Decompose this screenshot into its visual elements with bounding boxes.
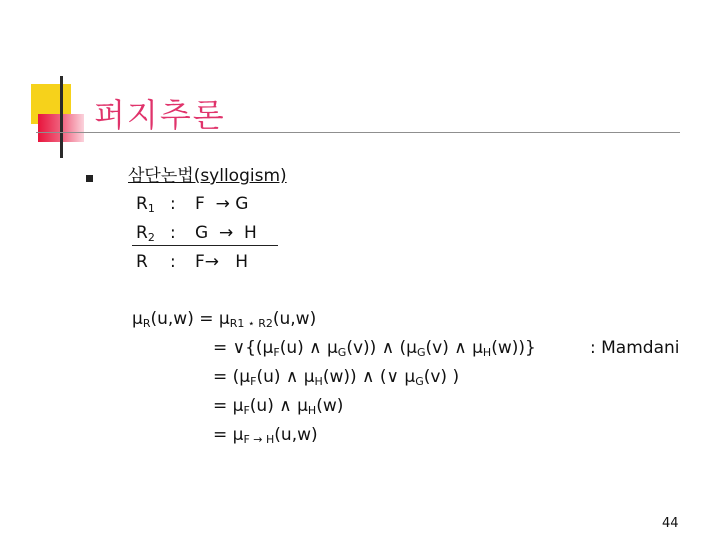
rule-rhs: F→ H	[195, 252, 249, 272]
slide-title: 퍼지추론	[94, 96, 226, 134]
rule-label: $R_2$	[136, 223, 155, 244]
inference-rule-divider	[132, 245, 278, 246]
mamdani-label: : Mamdani	[590, 338, 680, 358]
decor-vertical-line	[60, 76, 63, 158]
square-bullet-icon	[86, 175, 93, 182]
rule-colon: :	[170, 252, 176, 272]
rule-colon: :	[170, 223, 176, 243]
rule-rhs: F → G	[195, 194, 249, 214]
formula-line-3: = ($\mu_F(u)$ ∧ $\mu_H(w)$) ∧ (∨ $\mu_G(v)$ )	[213, 367, 460, 388]
section-heading: 삼단논법(syllogism)	[128, 166, 287, 186]
rule-rhs: G → H	[195, 223, 257, 243]
formula-line-2: = $\vee\{(\mu_F(u)$ ∧ $\mu_G(v)$) ∧ ($\mu_G(v)$ ∧ $\mu_H(w)$)}	[213, 338, 536, 359]
rule-label: $R_1$	[136, 194, 155, 215]
rule-colon: :	[170, 194, 176, 214]
formula-line-5: = $\mu_{F \to H}(u,w)$	[213, 425, 318, 446]
page-number: 44	[662, 516, 679, 531]
formula-line-1: $\mu_R(u,w) = \mu_{R1 ⋆ R2}(u,w)$	[132, 309, 317, 330]
rule-label: R	[136, 252, 148, 272]
formula-line-4: = $\mu_F(u)$ ∧ $\mu_H(w)$	[213, 396, 344, 417]
